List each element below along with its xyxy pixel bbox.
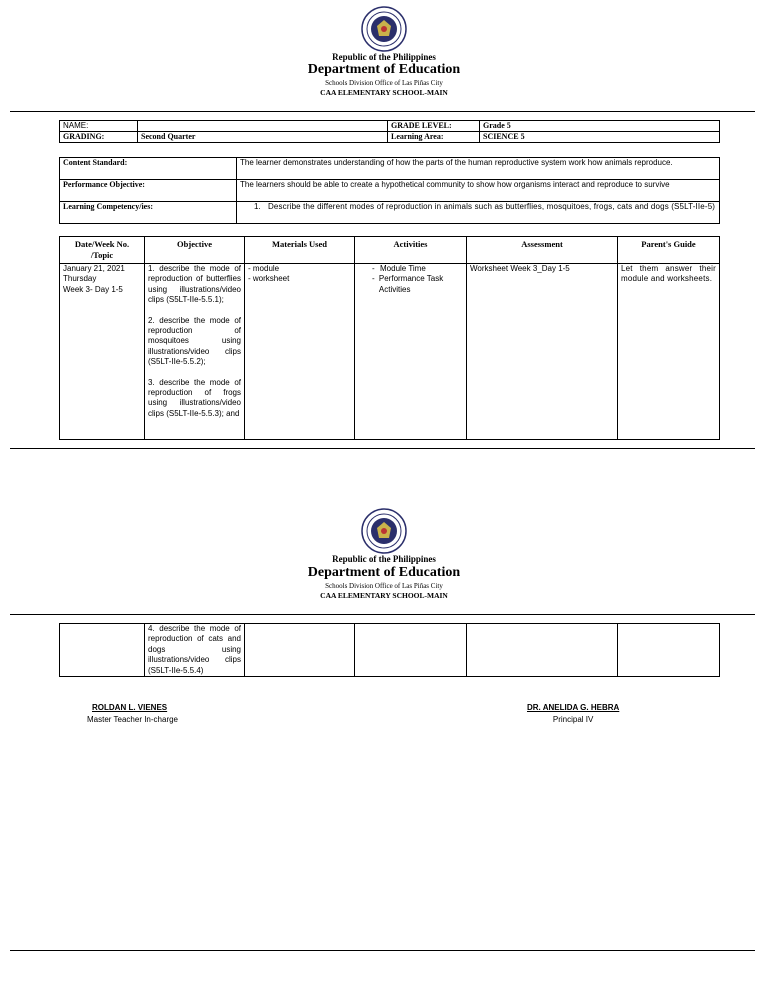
- learning-competency-value: Describe the different modes of reproduction in animals such as butterflies, mosquitoes, frogs, cats and dogs (S5LT-IIe-5): [268, 202, 716, 211]
- table-row: [60, 264, 720, 440]
- grade-level-label: GRADE LEVEL:: [388, 121, 480, 132]
- performance-objective-value: The learners should be able to create a hypothetical community to show how organisms interact and reproduce to survive: [237, 180, 720, 202]
- header-divider: [10, 111, 755, 112]
- header-divider: [10, 614, 755, 615]
- objective-item: 3. describe the mode of reproduction of frogs using illustrations/video clips (S5LT-IIe-5.5.3); and: [148, 377, 241, 418]
- activities-cell: [355, 624, 467, 677]
- school-name: CAA ELEMENTARY SCHOOL-MAIN: [320, 591, 448, 600]
- content-standard-label: Content Standard:: [60, 158, 237, 180]
- department-title: Department of Education: [307, 565, 461, 580]
- lesson-table-continued: [59, 623, 720, 677]
- learning-competency-label: Learning Competency/ies:: [60, 202, 237, 224]
- signature-left: [87, 703, 179, 724]
- deped-seal: [361, 508, 407, 554]
- parents-guide-cell: Let them answer their module and worksheets.: [618, 264, 720, 440]
- lesson-table: [59, 236, 720, 440]
- learning-area-label: Learning Area:: [388, 132, 480, 143]
- header-objective: Objective: [145, 237, 245, 264]
- date-cell: [60, 624, 145, 677]
- date-cell: [60, 264, 145, 440]
- table-row: [60, 624, 720, 677]
- grading-label: GRADING:: [60, 132, 138, 143]
- info-table: [59, 120, 720, 143]
- republic-label: Republic of the Philippines: [332, 554, 436, 564]
- header-assessment: Assessment: [467, 237, 618, 264]
- objective-item: 2. describe the mode of reproduction of mosquitoes using illustrations/video clips (S5LT-IIe-5.5.2);: [148, 315, 241, 367]
- activities-cell: [355, 264, 467, 440]
- day-line: Thursday: [63, 274, 97, 284]
- content-standard-value: The learner demonstrates understanding of how the parts of the human reproductive system work how animals reproduce.: [237, 158, 720, 180]
- grading-value: Second Quarter: [138, 132, 388, 143]
- activity-bullet: -: [372, 264, 375, 273]
- school-name: CAA ELEMENTARY SCHOOL-MAIN: [320, 88, 448, 97]
- division-label: Schools Division Office of Las Piñas City: [325, 582, 443, 590]
- performance-objective-label: Performance Objective:: [60, 180, 237, 202]
- objective-item: 1. describe the mode of reproduction of butterflies using illustrations/video clips (S5LT-IIe-5.5.1);: [148, 264, 241, 305]
- materials-cell: [245, 624, 355, 677]
- learning-area-value: SCIENCE 5: [480, 132, 720, 143]
- name-value: [138, 121, 388, 132]
- objective-cell: 4. describe the mode of reproduction of cats and dogs using illustrations/video clips (S5LT-IIe-5.5.4): [145, 624, 245, 677]
- materials-cell: [245, 264, 355, 440]
- learning-competency-cell: [237, 202, 720, 224]
- competency-number: 1.: [254, 202, 261, 211]
- activity-item: [358, 264, 463, 274]
- department-title: Department of Education: [307, 62, 461, 77]
- principal-title: Principal IV: [552, 715, 594, 724]
- deped-seal: [361, 6, 407, 52]
- teacher-title: Master Teacher In-charge: [87, 715, 179, 724]
- page-divider: [10, 448, 755, 449]
- activity-text: Module Time: [380, 264, 426, 273]
- signature-right: [527, 703, 619, 724]
- header-materials: Materials Used: [245, 237, 355, 264]
- activity-item: [358, 274, 463, 295]
- assessment-cell: Worksheet Week 3_Day 1-5: [467, 264, 618, 440]
- parents-guide-cell: [618, 624, 720, 677]
- header-parents-guide: Parent's Guide: [618, 237, 720, 264]
- teacher-name: ROLDAN L. VIENES: [92, 703, 168, 712]
- material-item: - module: [248, 264, 280, 273]
- principal-name: DR. ANELIDA G. HEBRA: [527, 703, 620, 712]
- grade-level-value: Grade 5: [480, 121, 720, 132]
- page-bottom-divider: [10, 950, 755, 951]
- material-item: - worksheet: [248, 274, 290, 284]
- standards-table: [59, 157, 720, 224]
- assessment-cell: [467, 624, 618, 677]
- division-label: Schools Division Office of Las Piñas City: [325, 79, 443, 87]
- date-line: January 21, 2021: [63, 264, 125, 273]
- week-line: Week 3- Day 1-5: [63, 284, 123, 294]
- objective-cell: [145, 264, 245, 440]
- name-label: NAME:: [60, 121, 138, 132]
- activity-text: Performance Task Activities: [378, 274, 444, 294]
- header-activities: Activities: [355, 237, 467, 264]
- header-date: Date/Week No. /Topic: [60, 237, 145, 264]
- activity-bullet: -: [372, 274, 375, 284]
- republic-label: Republic of the Philippines: [332, 52, 436, 62]
